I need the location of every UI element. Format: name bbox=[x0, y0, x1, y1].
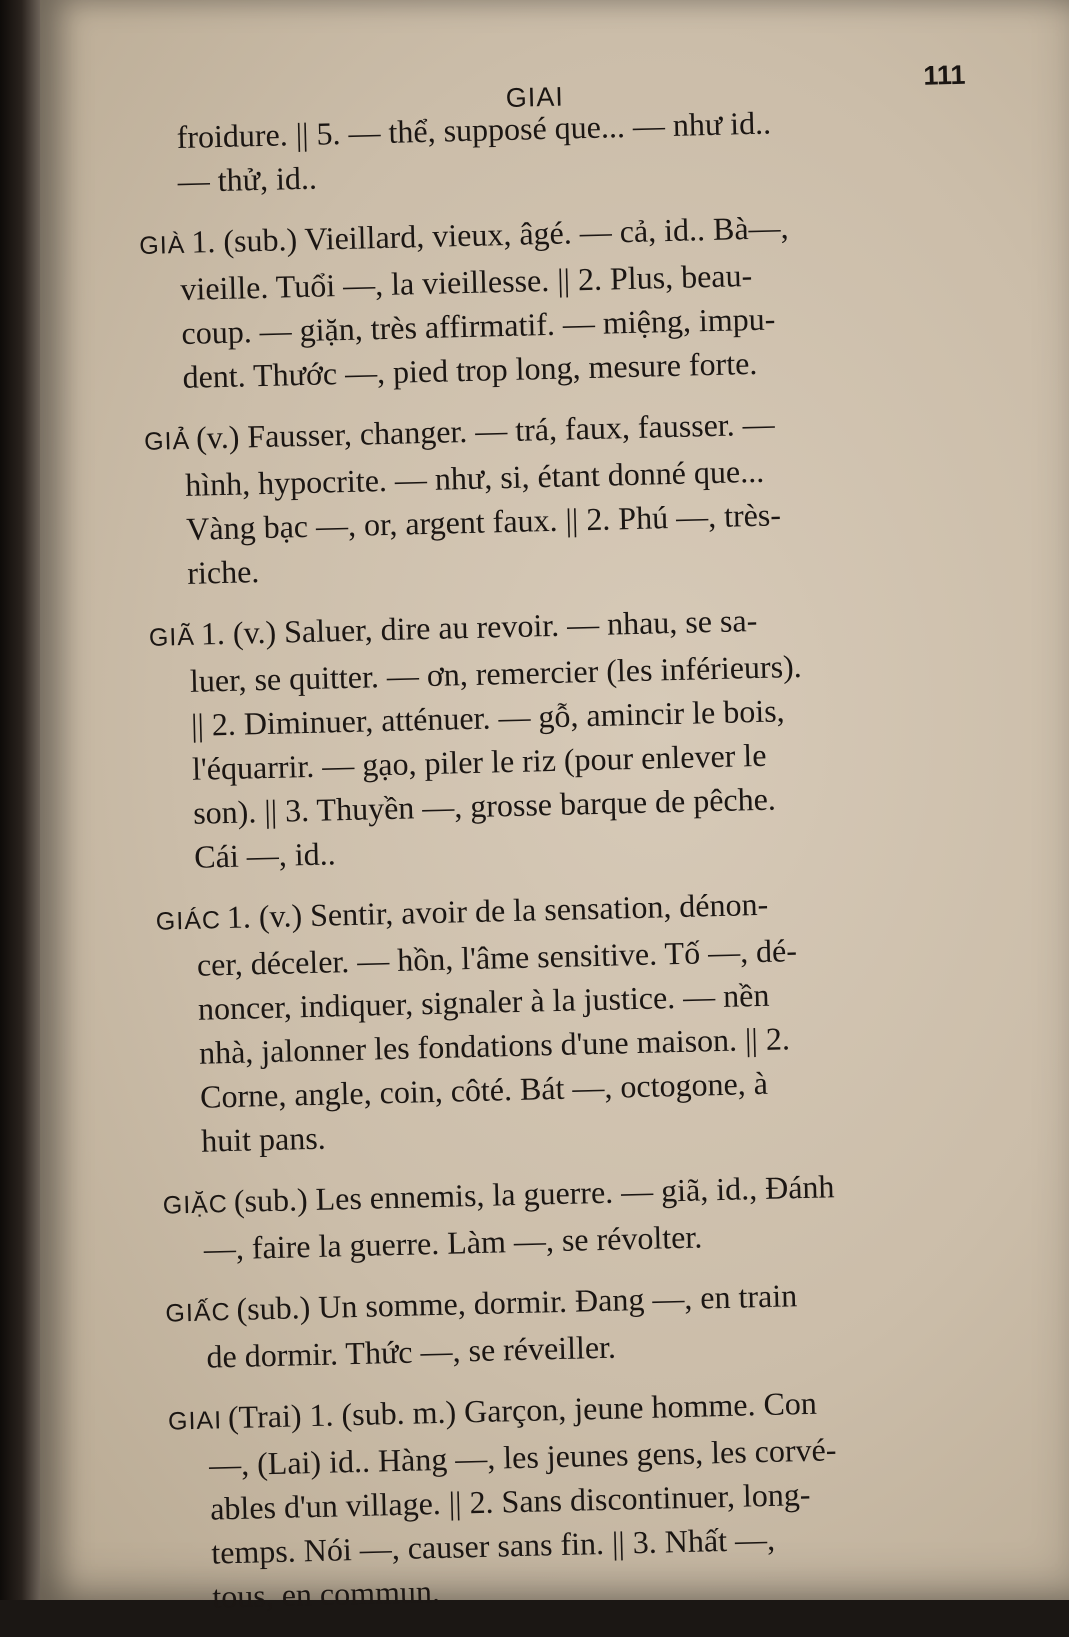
entry-text: (v.) Fausser, changer. — trá, faux, fausser. — bbox=[195, 405, 776, 456]
entry-text: (Trai) 1. (sub. m.) Garçon, jeune homme. Con bbox=[227, 1384, 818, 1436]
entry-text: huit pans. bbox=[200, 1119, 327, 1159]
headword: GIAI bbox=[167, 1406, 223, 1436]
entry-text: 1. (sub.) Vieillard, vieux, âgé. — cả, id.. Bà—, bbox=[190, 209, 789, 260]
dictionary-entry bbox=[155, 875, 1031, 1163]
header-word: GIAI bbox=[505, 81, 565, 113]
entry-text: tous, en commun. bbox=[211, 1573, 441, 1615]
headword: GIẶC bbox=[162, 1190, 229, 1220]
entry-text: (sub.) Un somme, dormir. Đang —, en train bbox=[236, 1277, 798, 1327]
entry-text: hình, hypocrite. — như, si, étant donné que... bbox=[184, 452, 765, 503]
entry-text: coup. — giặn, très affirmatif. — miệng, impu- bbox=[181, 300, 776, 351]
headword: GIÁC bbox=[155, 906, 222, 936]
headword: GIÀ bbox=[139, 230, 186, 260]
dictionary-entry bbox=[148, 592, 1024, 880]
page-number: 111 bbox=[922, 59, 966, 91]
entry-text: 1. (v.) Sentir, avoir de la sensation, dénon- bbox=[226, 885, 769, 936]
entry-text: froidure. || 5. — thể, supposé que... — như id.. bbox=[176, 104, 772, 155]
entry-text: — thử, id.. bbox=[177, 159, 318, 199]
entry-text: —, faire la guerre. Làm —, se révolter. bbox=[203, 1218, 703, 1267]
dictionary-entry bbox=[162, 1159, 1034, 1271]
dictionary-entry bbox=[165, 1267, 1037, 1379]
entry-text: son). || 3. Thuyền —, grosse barque de pêche. bbox=[192, 780, 777, 831]
entry-text: noncer, indiquer, signaler à la justice. — nền bbox=[197, 976, 770, 1027]
entry-text: nhà, jalonner les fondations d'une maison. || 2. bbox=[198, 1020, 791, 1071]
entry-text: l'équarrir. — gạo, piler le riz (pour enlever le bbox=[191, 736, 767, 787]
dictionary-entry bbox=[139, 200, 1013, 400]
headword: GIÃ bbox=[148, 622, 196, 652]
entry-text: 1. (v.) Saluer, dire au revoir. — nhau, se sa- bbox=[200, 601, 758, 652]
entry-text: || 2. Diminuer, atténuer. — gỗ, amincir le bois, bbox=[190, 692, 785, 743]
entry-text: dent. Thước —, pied trop long, mesure forte. bbox=[182, 344, 758, 395]
entry-list bbox=[136, 95, 1042, 1620]
entry-text: de dormir. Thức —, se réveiller. bbox=[206, 1328, 617, 1375]
dictionary-entry bbox=[167, 1375, 1042, 1619]
text-block bbox=[135, 47, 1043, 1637]
entry-text: Cái —, id.. bbox=[193, 835, 337, 875]
entry-text: ables d'un village. || 2. Sans discontinuer, long- bbox=[209, 1475, 811, 1527]
entry-text: (sub.) Les ennemis, la guerre. — giã, id., Đánh bbox=[233, 1168, 835, 1219]
entry-text: vieille. Tuổi —, la vieillesse. || 2. Plus, beau- bbox=[179, 256, 753, 307]
headword: GIẢ bbox=[143, 426, 191, 456]
entry-text: Corne, angle, coin, côté. Bát —, octogone, à bbox=[199, 1064, 769, 1115]
entry-text: temps. Nói —, causer sans fin. || 3. Nhất —, bbox=[210, 1520, 776, 1571]
entry-text: riche. bbox=[186, 553, 260, 591]
entry-text: Vàng bạc —, or, argent faux. || 2. Phú —, très- bbox=[185, 496, 782, 547]
dictionary-page bbox=[40, 0, 1069, 1615]
dictionary-entry bbox=[144, 396, 1018, 596]
headword: GIẤC bbox=[165, 1298, 231, 1328]
entry-text: —, (Lai) id.. Hàng —, les jeunes gens, les corvé- bbox=[208, 1431, 837, 1483]
entry-text: luer, se quitter. — ơn, remercier (les inférieurs). bbox=[189, 647, 803, 699]
entry-text: cer, déceler. — hồn, l'âme sensitive. Tố —, dé- bbox=[196, 932, 798, 983]
